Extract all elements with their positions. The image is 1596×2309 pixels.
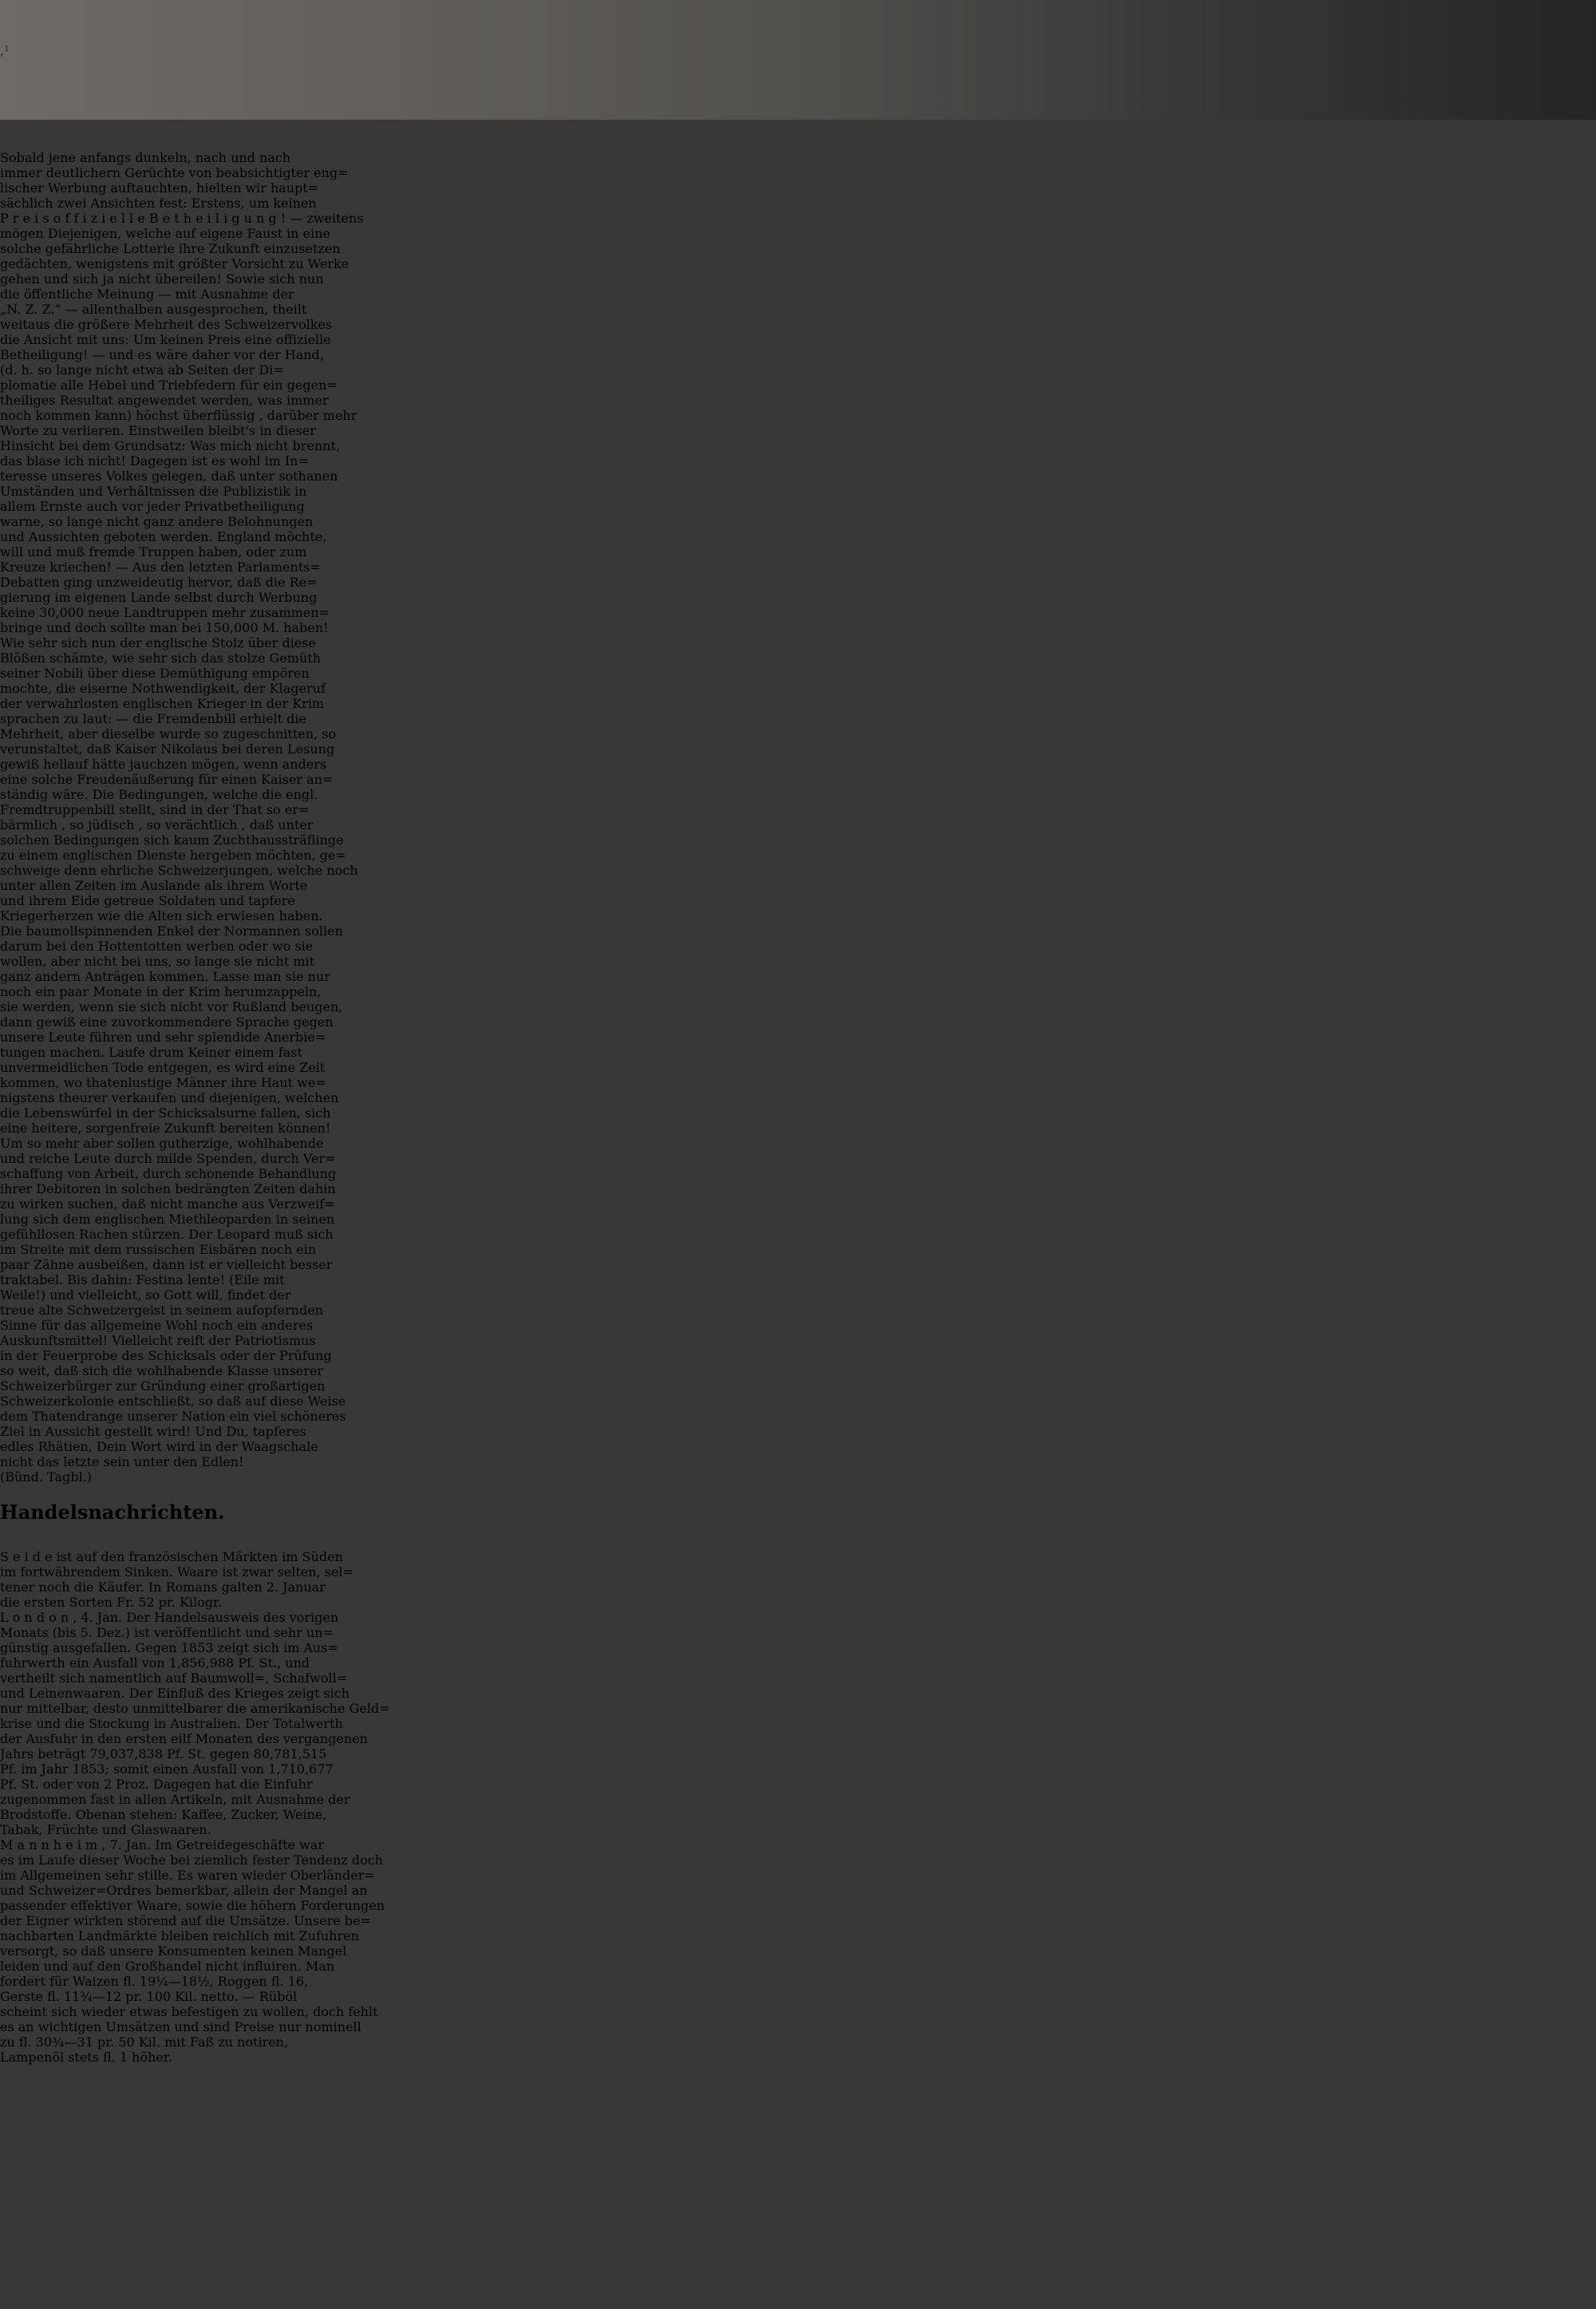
text-line: unvermeidlichen Tode entgegen, es wird eine Zeit xyxy=(0,1059,326,1075)
text-line: und Aussichten geboten werden. England möchte, xyxy=(0,528,327,544)
text-line: Lampenöl stets fl. 1 höher. xyxy=(0,2049,172,2065)
text-line: traktabel. Bis dahin: Festina lente! (Eile mit xyxy=(0,1271,285,1287)
text-line: zu einem englischen Dienste hergeben möchten, ge= xyxy=(0,847,346,863)
text-line: und reiche Leute durch milde Spenden, durch Ver= xyxy=(0,1150,336,1166)
text-line: teresse unseres Volkes gelegen, daß unter sothanen xyxy=(0,468,338,484)
text-line: „N. Z. Z.“ — allenthalben ausgesprochen, theilt xyxy=(0,301,307,317)
text-line: nigstens theurer verkaufen und diejenigen, welchen xyxy=(0,1089,339,1105)
text-line: fordert für Waizen fl. 19¼—18½, Roggen fl. 16, xyxy=(0,1973,309,1989)
left-column xyxy=(0,75,1596,1074)
text-line: Die baumollspinnenden Enkel der Normannen sollen xyxy=(0,923,343,939)
text-line: schweige denn ehrliche Schweizerjungen, welche noch xyxy=(0,862,358,878)
text-line: unter allen Zeiten im Auslande als ihrem Worte xyxy=(0,877,308,893)
text-line: Hinsicht bei dem Grundsatz: Was mich nicht brennt, xyxy=(0,437,340,453)
text-line: ständig wäre. Die Bedingungen, welche die engl. xyxy=(0,786,318,802)
book-fore-edge xyxy=(1432,67,1596,2309)
text-line: günstig ausgefallen. Gegen 1853 zeigt sich im Aus= xyxy=(0,1639,338,1655)
text-line: Pf. im Jahr 1853; somit einen Ausfall von 1,710,677 xyxy=(0,1761,334,1777)
text-line: gedächten, wenigstens mit größter Vorsicht zu Werke xyxy=(0,255,350,271)
text-line: lung sich dem englischen Miethleoparden in seinen xyxy=(0,1211,335,1227)
text-line: lischer Werbung auftauchten, hielten wir haupt= xyxy=(0,180,319,196)
text-line: solchen Bedingungen sich kaum Zuchthaussträflinge xyxy=(0,832,344,848)
text-line: Debatten ging unzweideutig hervor, daß die Re= xyxy=(0,574,318,590)
trade-news-london xyxy=(0,1610,579,1837)
text-line: die ersten Sorten Fr. 52 pr. Kilogr. xyxy=(0,1594,223,1610)
text-line: Tabak, Früchte und Glaswaaren. xyxy=(0,1821,211,1837)
text-line: darum bei den Hottentotten werben oder wo sie xyxy=(0,938,314,954)
text-line: scheint sich wieder etwas befestigen zu wollen, doch fehlt xyxy=(0,2003,378,2019)
text-line: der verwahrlosten englischen Krieger in der Krim xyxy=(0,695,325,711)
text-line: schaffung von Arbeit, durch schonende Behandlung xyxy=(0,1165,337,1181)
text-line: allem Ernste auch vor jeder Privatbetheiligung xyxy=(0,498,305,514)
text-line: Wie sehr sich nun der englische Stolz über diese xyxy=(0,635,316,650)
text-line: Brodstoffe. Obenan stehen: Kaffee, Zucker, Weine, xyxy=(0,1806,327,1822)
text-line: Schweizerkolonie entschließt, so daß auf diese Weise xyxy=(0,1393,346,1409)
text-line: Ziel in Aussicht gestellt wird! Und Du, tapferes xyxy=(0,1423,306,1439)
text-line: nur mittelbar, desto unmittelbarer die amerikanische Geld= xyxy=(0,1700,390,1716)
text-line: gewiß hellauf hätte jauchzen mögen, wenn anders xyxy=(0,756,327,772)
text-line: unsere Leute führen und sehr splendide Anerbie= xyxy=(0,1029,326,1045)
text-line: dann gewiß eine zuvorkommendere Sprache gegen xyxy=(0,1014,334,1030)
text-line: sprachen zu laut: — die Fremdenbill erhielt die xyxy=(0,710,307,726)
text-line: immer deutlichern Gerüchte von beabsichtigter eng= xyxy=(0,164,349,180)
text-line: gierung im eigenen Lande selbst durch Werbung xyxy=(0,589,318,605)
article-body-right-paragraph xyxy=(0,1136,1596,1469)
text-line: Kreuze kriechen! — Aus den letzten Parlaments= xyxy=(0,559,321,575)
text-line: treue alte Schweizergeist in seinem aufopfernden xyxy=(0,1302,323,1318)
text-line: Gerste fl. 11¾—12 pr. 100 Kil. netto. — Rüböl xyxy=(0,1988,298,2004)
text-line: wollen, aber nicht bei uns, so lange sie nicht mit xyxy=(0,953,315,969)
pen-mark: ,¹ xyxy=(0,43,10,58)
text-line: so weit, daß sich die wohlhabende Klasse unserer xyxy=(0,1362,324,1378)
text-line: im Streite mit dem russischen Eisbären noch ein xyxy=(0,1241,317,1257)
text-line: Betheiligung! — und es wäre daher vor der Hand, xyxy=(0,346,324,362)
text-line: kommen, wo thatenlustige Männer ihre Haut we= xyxy=(0,1074,326,1090)
text-line: edles Rhätien, Dein Wort wird in der Waagschale xyxy=(0,1438,318,1454)
text-line: gefühllosen Rachen stürzen. Der Leopard muß sich xyxy=(0,1226,334,1242)
text-line: und Schweizer=Ordres bemerkbar, allein der Mangel an xyxy=(0,1882,368,1898)
article-body-right-continued xyxy=(0,1075,1596,1136)
text-line: im fortwährendem Sinken. Waare ist zwar selten, sel= xyxy=(0,1564,354,1580)
text-line: es im Laufe dieser Woche bei ziemlich fester Tendenz doch xyxy=(0,1852,383,1868)
text-line: das blase ich nicht! Dagegen ist es wohl im In= xyxy=(0,453,309,469)
text-line: eine solche Freudenäußerung für einen Kaiser an= xyxy=(0,771,334,787)
text-line: gehen und sich ja nicht übereilen! Sowie sich nun xyxy=(0,271,324,287)
text-line: Kriegerherzen wie die Alten sich erwiesen haben. xyxy=(0,907,323,923)
text-line: ihrer Debitoren in solchen bedrängten Zeiten dahin xyxy=(0,1180,336,1196)
text-line: nachbarten Landmärkte bleiben reichlich mit Zufuhren xyxy=(0,1927,359,1943)
text-line: tungen machen. Laufe drum Keiner einem fast xyxy=(0,1044,302,1060)
text-line: warne, so lange nicht ganz andere Belohnungen xyxy=(0,513,314,529)
scanner-background xyxy=(0,0,1596,120)
text-line: die Ansicht mit uns: Um keinen Preis eine offizielle xyxy=(0,331,331,347)
text-line: Blößen schämte, wie sehr sich das stolze Gemüth xyxy=(0,650,321,666)
text-line: Pf. St. oder von 2 Proz. Dagegen hat die Einfuhr xyxy=(0,1776,313,1792)
trade-news-silk xyxy=(0,1549,579,1610)
text-line: der Ausfuhr in den ersten eilf Monaten des vergangenen xyxy=(0,1730,368,1746)
text-line: bärmlich , so jüdisch , so verächtlich , daß unter xyxy=(0,816,314,832)
text-line: und ihrem Eide getreue Soldaten und tapfere xyxy=(0,892,295,908)
text-line: versorgt, so daß unsere Konsumenten keinen Mangel xyxy=(0,1943,347,1959)
text-line: passender effektiver Waare, sowie die höhern Forderungen xyxy=(0,1897,385,1913)
text-line: Schweizerbürger zur Gründung einer großartigen xyxy=(0,1378,326,1394)
text-line: ganz andern Anträgen kommen. Lasse man sie nur xyxy=(0,968,330,984)
text-line: tener noch die Käufer. In Romans galten 2. Januar xyxy=(0,1579,326,1595)
trade-news-title: Handelsnachrichten. xyxy=(0,1500,225,1524)
text-line: nicht das letzte sein unter den Edlen! xyxy=(0,1453,244,1469)
text-line: zugenommen fast in allen Artikeln, mit Ausnahme der xyxy=(0,1791,350,1807)
text-line: leiden und auf den Großhandel nicht influiren. Man xyxy=(0,1958,335,1974)
text-line: bringe und doch sollte man bei 150,000 M. haben! xyxy=(0,619,329,635)
text-line: die Lebenswürfel in der Schicksalsurne fallen, sich xyxy=(0,1105,331,1121)
text-line: L o n d o n , 4. Jan. Der Handelsausweis des vorigen xyxy=(0,1609,339,1625)
text-line: dem Thatendrange unserer Nation ein viel schöneres xyxy=(0,1408,346,1424)
text-line: im Allgemeinen sehr stille. Es waren wieder Oberländer= xyxy=(0,1867,375,1883)
text-line: zu wirken suchen, daß nicht manche aus Verzweif= xyxy=(0,1196,335,1212)
text-line: fuhrwerth ein Ausfall von 1,856,988 Pf. St., und xyxy=(0,1655,310,1670)
text-line: (d. h. so lange nicht etwa ab Seiten der Di= xyxy=(0,362,284,378)
text-line: weitaus die größere Mehrheit des Schweizervolkes xyxy=(0,316,333,332)
text-line: solche gefährliche Lotterie ihre Zukunft einzusetzen xyxy=(0,240,341,256)
text-line: vertheilt sich namentlich auf Baumwoll=, Schafwoll= xyxy=(0,1670,348,1686)
text-line: Worte zu verlieren. Einstweilen bleibt's in dieser xyxy=(0,422,316,438)
trade-news-mannheim xyxy=(0,1837,579,2065)
article-source: (Bünd. Tagbl.) xyxy=(0,1469,92,1485)
text-line: paar Zähne ausbeißen, dann ist er vielleicht besser xyxy=(0,1256,333,1272)
text-line: mögen Diejenigen, welche auf eigene Faust in eine xyxy=(0,225,330,241)
text-line: will und muß fremde Truppen haben, oder zum xyxy=(0,544,307,559)
text-line: in der Feuerprobe des Schicksals oder der Prüfung xyxy=(0,1347,332,1363)
text-line: die öffentliche Meinung — mit Ausnahme der xyxy=(0,286,294,302)
text-line: der Eigner wirkten störend auf die Umsätze. Unsere be= xyxy=(0,1912,371,1928)
text-line: es an wichtigen Umsätzen und sind Preise nur nominell xyxy=(0,2018,361,2034)
trade-news-section xyxy=(0,1500,579,2065)
text-line: und Leinenwaaren. Der Einfluß des Krieges zeigt sich xyxy=(0,1685,350,1701)
text-line: Sinne für das allgemeine Wohl noch ein anderes xyxy=(0,1317,314,1333)
text-line: verunstaltet, daß Kaiser Nikolaus bei deren Lesung xyxy=(0,741,335,757)
text-line: M a n n h e i m , 7. Jan. Im Getreidegeschäfte war xyxy=(0,1837,324,1852)
text-line: Umständen und Verhältnissen die Publizistik in xyxy=(0,483,307,499)
text-line: plomatie alle Hebel und Triebfedern für ein gegen= xyxy=(0,377,338,393)
text-line: Mehrheit, aber dieselbe wurde so zugeschnitten, so xyxy=(0,726,337,741)
text-line: sächlich zwei Ansichten fest: Erstens, um keinen xyxy=(0,195,317,211)
text-line: eine heitere, sorgenfreie Zukunft bereiten können! xyxy=(0,1120,331,1136)
text-line: krise und die Stockung in Australien. Der Totalwerth xyxy=(0,1715,343,1731)
ink-speck xyxy=(0,23,5,28)
text-line: Sobald jene anfangs dunkeln, nach und nach xyxy=(0,149,291,165)
text-line: Jahrs beträgt 79,037,838 Pf. St. gegen 80,781,515 xyxy=(0,1746,327,1761)
text-line: Auskunftsmittel! Vielleicht reift der Patriotismus xyxy=(0,1332,316,1348)
text-line: S e i d e ist auf den französischen Märkten im Süden xyxy=(0,1548,343,1564)
article-body-left xyxy=(0,150,1596,1075)
text-line: zu fl. 30¾—31 pr. 50 Kil. mit Faß zu notiren, xyxy=(0,2034,289,2050)
text-line: Um so mehr aber sollen gutherzige, wohlhabende xyxy=(0,1135,324,1151)
text-line: Weile!) und vielleicht, so Gott will, findet der xyxy=(0,1287,291,1303)
text-line: keine 30,000 neue Landtruppen mehr zusammen= xyxy=(0,604,330,620)
text-line: sie werden, wenn sie sich nicht vor Rußland beugen, xyxy=(0,998,343,1014)
text-line: noch ein paar Monate in der Krim herumzappeln, xyxy=(0,983,322,999)
right-column xyxy=(0,1075,1596,1469)
text-line: Monats (bis 5. Dez.) ist veröffentlicht und sehr un= xyxy=(0,1624,334,1640)
text-line: Fremdtruppenbill stellt, sind in der That so er= xyxy=(0,801,310,817)
text-line: P r e i s o f f i z i e l l e B e t h e i l i g u n g ! — zweitens xyxy=(0,210,364,226)
text-line: noch kommen kann) höchst überflüssig , darüber mehr xyxy=(0,407,358,423)
text-line: seiner Nobili über diese Demüthigung empören xyxy=(0,665,310,681)
text-line: mochte, die eiserne Nothwendigkeit, der Klageruf xyxy=(0,680,326,696)
text-line: theiliges Resultat angewendet werden, was immer xyxy=(0,392,329,408)
